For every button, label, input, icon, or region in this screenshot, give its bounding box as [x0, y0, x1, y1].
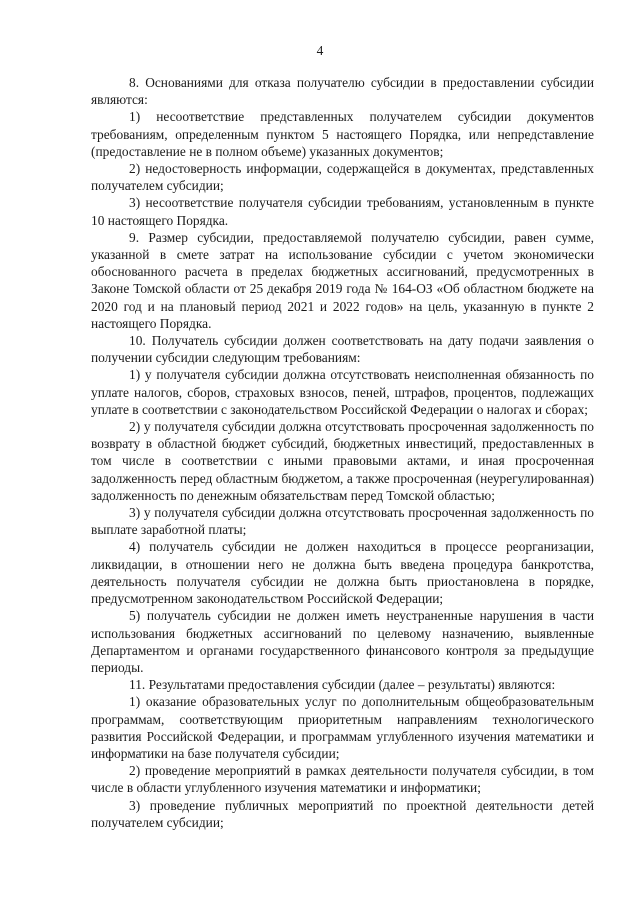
- paragraph: 2) у получателя субсидии должна отсутствовать просроченная задолженность по возврату в областной бюджет субсидий, бюджетных инвестиций, предоставленных в том числе в соответствии с иными правовыми актами, и иная просроченная задолженность перед областным бюджетом, а также просроченная (неурегулированная) задолженность по денежным обязательствам перед Томской областью;: [91, 419, 594, 503]
- paragraph: 1) оказание образовательных услуг по дополнительным общеобразовательным программам, соответствующим приоритетным направлениям технологического развития Российской Федерации, и программам углубленного изучения математики и информатики на базе получателя субсидии;: [91, 694, 594, 761]
- paragraph: 1) у получателя субсидии должна отсутствовать неисполненная обязанность по уплате налогов, сборов, страховых взносов, пеней, штрафов, процентов, подлежащих уплате в соответствии с законодательством Российской Федерации о налогах и сборах;: [91, 367, 594, 417]
- page-number: 4: [316, 43, 324, 58]
- paragraph: 9. Размер субсидии, предоставляемой получателю субсидии, равен сумме, указанной в смете затрат на использование субсидии с учетом экономически обоснованного расчета в пределах бюджетных ассигнований, предусмотренных в Законе Томской области от 25 декабря 2019 года № 164-ОЗ «Об областном бюджете на 2020 год и на плановый период 2021 и 2022 годов» на цель, указанную в пункте 2 настоящего Порядка.: [91, 229, 594, 331]
- paragraph: 5) получатель субсидии не должен иметь неустраненные нарушения в части использования бюджетных ассигнований по целевому назначению, выявленные Департаментом и органами государственного финансового контроля за предыдущие периоды.: [91, 608, 594, 675]
- paragraph: 4) получатель субсидии не должен находиться в процессе реорганизации, ликвидации, в отношении него не должна быть введена процедура банкротства, деятельность получателя субсидии не должна быть приостановлена в порядке, предусмотренном законодательством Российской Федерации;: [91, 539, 594, 607]
- paragraph: 3) проведение публичных мероприятий по проектной деятельности детей получателем субсидии;: [91, 797, 594, 830]
- paragraph: 11. Результатами предоставления субсидии (далее – результаты) являются:: [129, 677, 556, 693]
- paragraph: 3) у получателя субсидии должна отсутствовать просроченная задолженность по выплате заработной платы;: [91, 505, 594, 538]
- paragraph: 10. Получатель субсидии должен соответствовать на дату подачи заявления о получении субсидии следующим требованиям:: [91, 333, 594, 366]
- paragraph: 2) проведение мероприятий в рамках деятельности получателя субсидии, в том числе в области углубленного изучения математики и информатики;: [91, 763, 594, 796]
- paragraph: 2) недостоверность информации, содержащейся в документах, представленных получателем субсидии;: [91, 161, 594, 194]
- paragraph: 1) несоответствие представленных получателем субсидии документов требованиям, определенным пунктом 5 настоящего Порядка, или непредставление (предоставление не в полном объеме) указанных документов;: [91, 109, 594, 159]
- paragraph: 8. Основаниями для отказа получателю субсидии в предоставлении субсидии являются:: [91, 75, 594, 108]
- document-body: [91, 74, 594, 831]
- paragraph: 3) несоответствие получателя субсидии требованиям, установленным в пункте 10 настоящего Порядка.: [91, 195, 594, 228]
